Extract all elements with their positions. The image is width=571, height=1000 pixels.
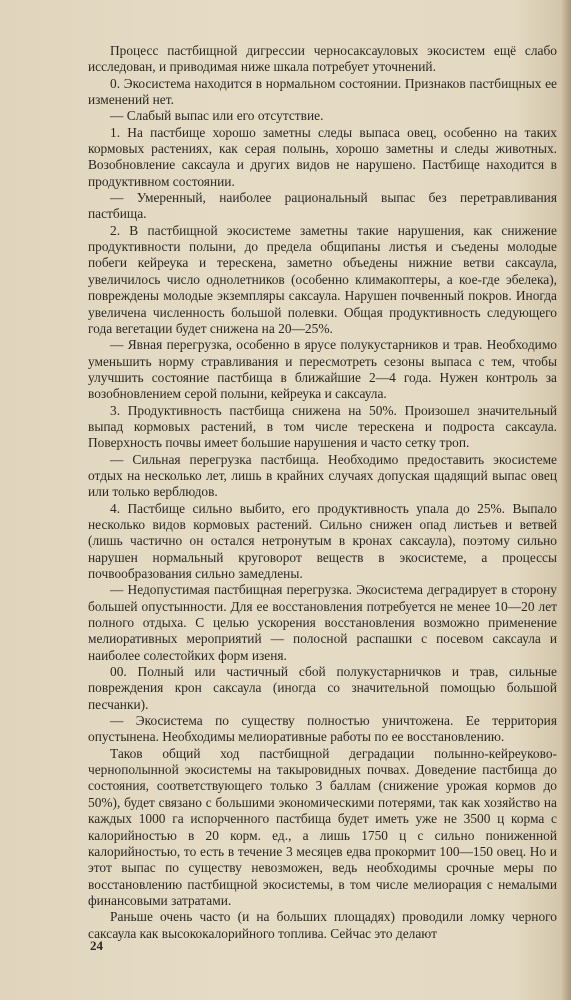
paragraph: — Умеренный, наиболее рациональный выпас без перетравливания пастбища. xyxy=(88,190,557,222)
paragraph: — Явная перегрузка, особенно в ярусе полукустарников и трав. Необходимо уменьшить норму стравливания и пересмотреть сезоны выпаса с тем, чтобы улучшить состояние пастбища в ближайшие 2—4 года. Нужен контроль за возобновлением серой полыни, кейреука и саксаула. xyxy=(88,337,557,402)
paragraph: — Сильная перегрузка пастбища. Необходимо предоставить экосистеме отдых на несколько лет, лишь в крайних случаях допуская щадящий выпас овец или только верблюдов. xyxy=(88,451,557,500)
page-edge-shadow xyxy=(561,0,571,1000)
paragraph: 1. На пастбище хорошо заметны следы выпаса овец, особенно на таких кормовых растениях, как серая полынь, хорошо заметны и следы животных. Возобновление саксаула и других видов не нарушено. Пастбище находится в продуктивном состоянии. xyxy=(88,124,557,189)
paragraph: Раньше очень часто (и на больших площадях) проводили ломку черного саксаула как высококалорийного топлива. Сейчас это делают xyxy=(88,909,557,941)
paragraph: 00. Полный или частичный сбой полукустарничков и трав, сильные повреждения крон саксаула (иногда со значительной помощью большой песчанки). xyxy=(88,664,557,712)
page-number: 24 xyxy=(90,938,103,953)
body-text xyxy=(88,43,557,942)
paragraph: Таков общий ход пастбищной деградации полынно-кейреуково-чернополынной экосистемы на такыровидных почвах. Доведение пастбища до состояния, соответствующего только 3 баллам (снижение урожая кормов до 50%), будет связано с большими экономическими потерями, так как хозяйство на каждых 1000 га испорченного пастбища будет иметь уже не 3500 ц корма с калорийностью в 20 корм. ед., а лишь 1750 ц с сильно пониженной калорийностью, то есть в течение 3 месяцев едва прокормит 100—150 овец. Но и этот выпас по существу невозможен, ведь необходимы срочные меры по восстановлению пастбищной экосистемы, в том числе мелиорация с немалыми финансовыми затратами. xyxy=(88,745,557,908)
paragraph: 2. В пастбищной экосистеме заметны такие нарушения, как снижение продуктивности полыни, до предела общипаны листья и съедены молодые побеги кейреука и терескена, заметно объедены нижние ветви саксаула, увеличилось число однолетников (особенно климакоптеры, а кое-где эбелека), повреждены молодые экземпляры саксаула. Нарушен почвенный покров. Иногда увеличена численность большой полевки. Общая продуктивность следующего года вегетации будет снижена на 20—25%. xyxy=(88,222,557,336)
paragraph: 3. Продуктивность пастбища снижена на 50%. Произошел значительный выпад кормовых растений, в том числе терескена и подроста саксаула. Поверхность почвы имеет большие нарушения и часто сетку троп. xyxy=(88,402,557,451)
paragraph: Процесс пастбищной дигрессии черносаксауловых экосистем ещё слабо исследован, и приводимая ниже шкала потребует уточнений. xyxy=(88,43,557,75)
paragraph: 4. Пастбище сильно выбито, его продуктивность упала до 25%. Выпало несколько видов кормовых растений. Сильно снижен опад листьев и ветвей (лишь частично он остался нетронутым в кронах саксаула), поэтому сильно нарушен нормальный круговорот веществ в экосистеме, а процессы почвообразования сильно замедлены. xyxy=(88,500,557,581)
paragraph: — Слабый выпас или его отсутствие. xyxy=(110,108,324,124)
paragraph: — Недопустимая пастбищная перегрузка. Экосистема деградирует в сторону большей опустынности. Для ее восстановления потребуется не менее 10—20 лет полного отдыха. С целью ускорения восстановления возможно применение мелиоративных мероприятий — полосной распашки с посевом саксаула и наиболее солестойких форм изеня. xyxy=(88,582,557,663)
paragraph: — Экосистема по существу полностью уничтожена. Ее территория опустынена. Необходимы мелиоративные работы по ее восстановлению. xyxy=(88,713,557,745)
paragraph: 0. Экосистема находится в нормальном состоянии. Признаков пастбищных ее изменений нет. xyxy=(88,75,557,108)
